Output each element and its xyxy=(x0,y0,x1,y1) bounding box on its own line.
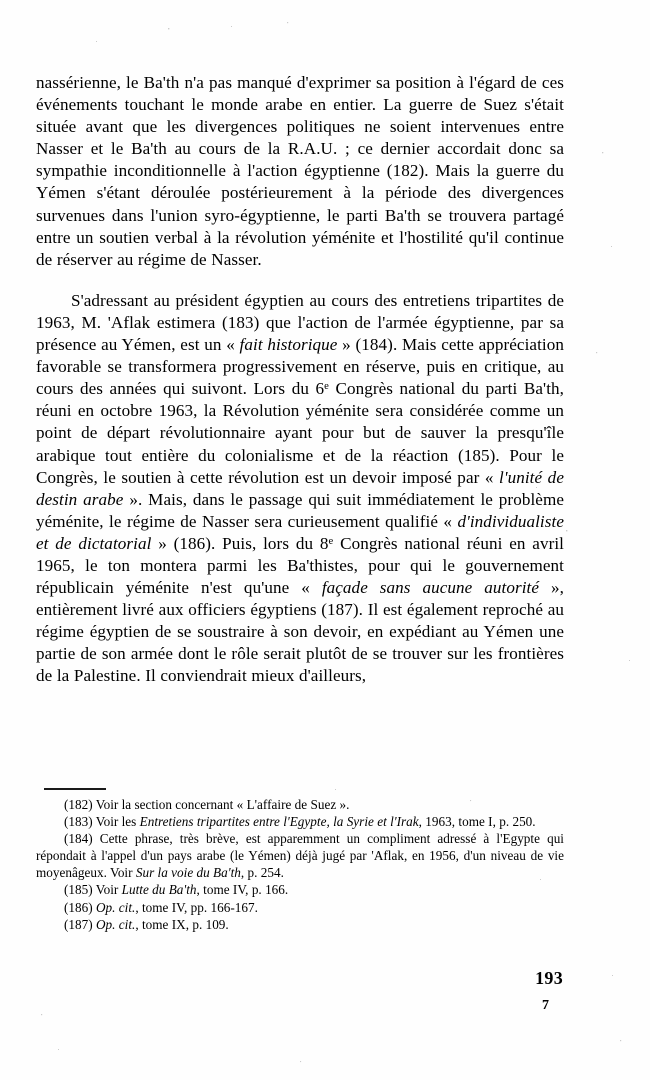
italic-run: Lutte du Ba'th xyxy=(121,882,197,898)
italic-run: Sur la voie du Ba'th xyxy=(135,865,241,881)
page-number: 193 xyxy=(535,968,563,988)
body-text-column xyxy=(36,72,564,688)
footnote-184: (184) Cette phrase, très brève, est apparemment un compliment adressé à l'Egypte qui répondait à l'appel d'un pays arabe (le Yémen) déjà jugé par 'Aflak, en 1956, d'un niveau de vie moyenâgeux. Voir Sur la voie du Ba'th, p. 254. xyxy=(36,831,564,881)
footnote-separator-rule xyxy=(44,788,106,790)
footnote-182: (182) Voir la section concernant « L'affaire de Suez ». xyxy=(64,797,350,812)
ordinal-superscript: e xyxy=(328,535,334,547)
footnote-186: (186) Op. cit., tome IV, pp. 166-167. xyxy=(64,899,258,915)
ordinal-superscript: e xyxy=(324,381,329,393)
italic-run: l'unité de destin arabe xyxy=(36,467,564,509)
body-paragraph-1: nassérienne, le Ba'th n'a pas manqué d'exprimer sa position à l'égard de ces événements touchant le monde arabe en entier. La guerre de Suez s'était située avant que les divergences politiques ne soient intervenues entre Nasser et le Ba'th au cours de la R.A.U. ; ce dernier accordait donc sa sympathie inconditionnelle à l'action égyptienne (182). Mais la guerre du Yémen s'étant déroulée postérieurement à la période des divergences survenues dans l'union syro-égyptienne, le parti Ba'th se trouvera partagé entre un soutien verbal à la révolution yéménite et l'hostilité qu'il continue de réserver au régime de Nasser. xyxy=(36,73,564,269)
italic-run: Op. cit. xyxy=(95,899,136,915)
signature-mark: 7 xyxy=(542,998,549,1013)
body-paragraph-2: S'adressant au président égyptien au cours des entretiens tripartites de 1963, M. 'Aflak estimera (183) que l'action de l'armée égyptienne, par sa présence au Yémen, est un « fait historique » (184). Mais cette appréciation favorable se transformera progressivement en réserve, puis en critique, au cours des années qui suivont. Lors du 6e Congrès national du parti Ba'th, réuni en octobre 1963, la Révolution yéménite sera considérée comme un point de départ révolutionnaire ayant pour but de sauver la presqu'île arabique tout entière du colonialisme et de la réaction (185). Pour le Congrès, le soutien à cette révolution est un devoir imposé par « l'unité de destin arabe ». Mais, dans le passage qui suit immédiatement le problème yéménite, le régime de Nasser sera curieusement qualifié « d'individualiste et de dictatorial » (186). Puis, lors du 8e Congrès national réuni en avril 1965, le ton montera parmi les Ba'thistes, pour qui le gouvernement républicain yéménite n'est qu'une « façade sans aucune autorité », entièrement livré aux officiers égyptiens (187). Il est également reproché au régime égyptien de se soustraire à son devoir, en expédiant au Yémen une partie de son armée dont le rôle serait plutôt de se trouver sur les frontières de la Palestine. Il conviendrait mieux d'ailleurs, xyxy=(36,290,565,686)
footnote-187: (187) Op. cit., tome IX, p. 109. xyxy=(64,916,229,932)
italic-run: Entretiens tripartites entre l'Egypte, la Syrie et l'Irak xyxy=(139,814,419,830)
footnote-section xyxy=(36,788,564,933)
italic-run: Op. cit. xyxy=(95,916,136,932)
italic-run: fait historique xyxy=(239,335,338,355)
italic-run: d'individualiste et de dictatorial xyxy=(36,511,564,553)
italic-run: façade sans aucune autorité xyxy=(321,578,540,598)
footnote-185: (185) Voir Lutte du Ba'th, tome IV, p. 166. xyxy=(64,882,289,898)
footnote-183: (183) Voir les Entretiens tripartites entre l'Egypte, la Syrie et l'Irak, 1963, tome I, p. 250. xyxy=(64,814,536,830)
